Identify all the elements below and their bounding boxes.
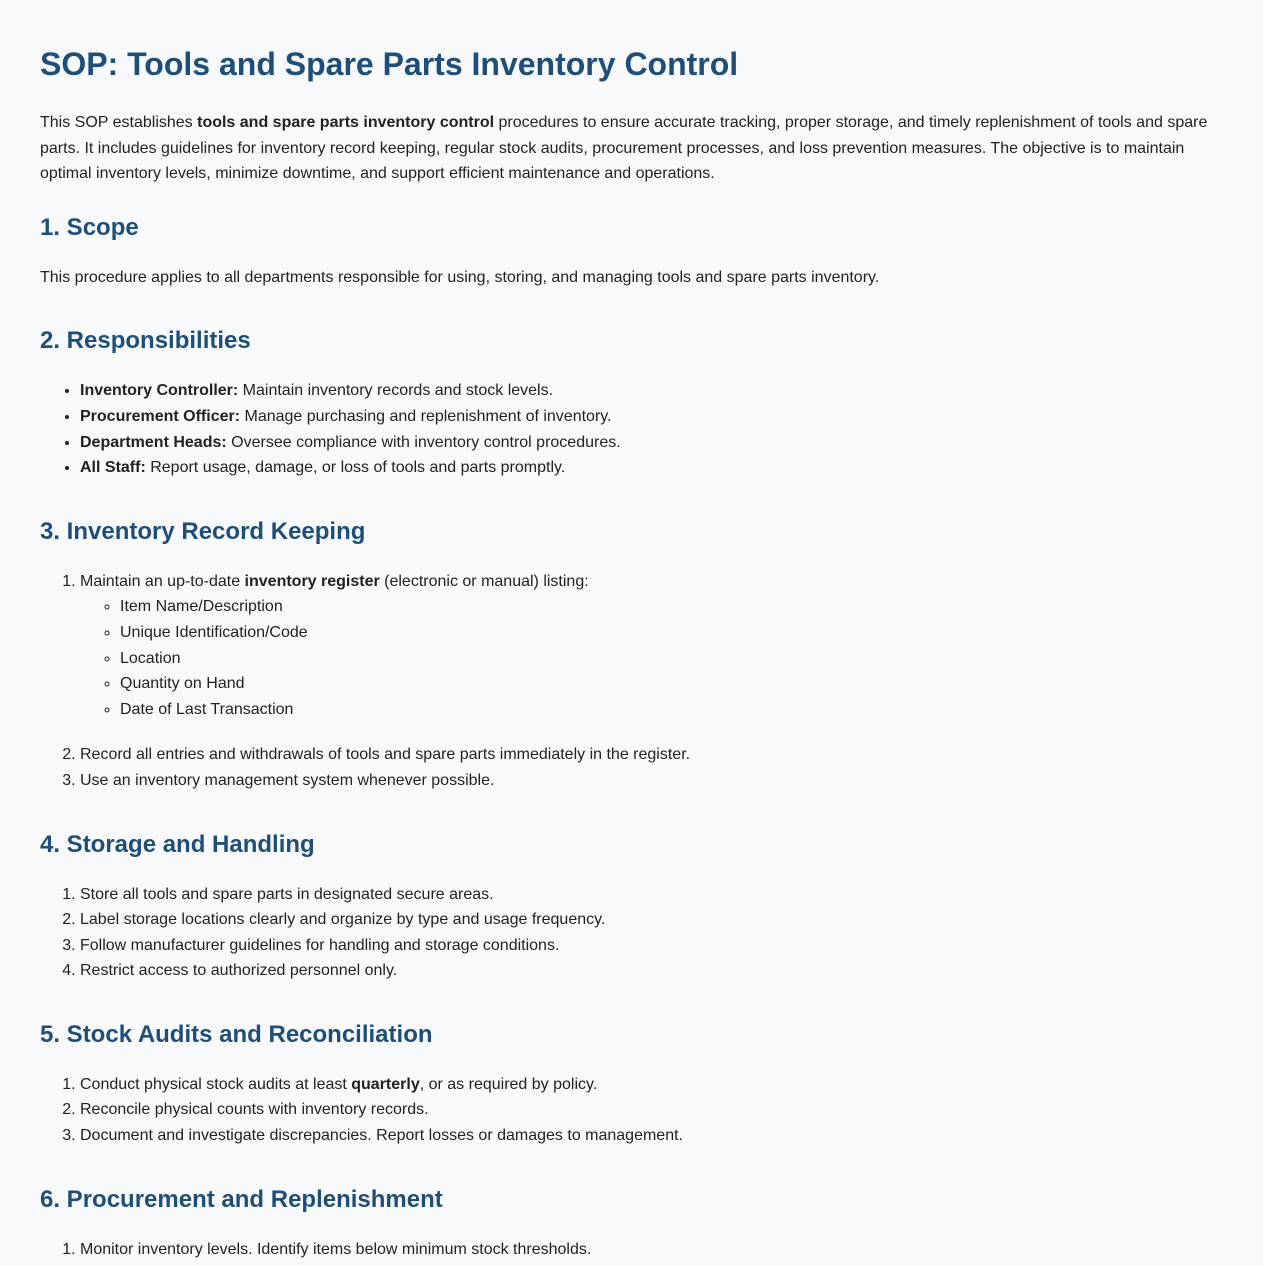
list-item: 4. Restrict access to authorized personnel only.: [80, 958, 1223, 984]
section-heading-audits: 5. Stock Audits and Reconciliation: [40, 1020, 433, 1048]
section-storage: [40, 830, 1223, 984]
section-heading-responsibilities: 2. Responsibilities: [40, 327, 251, 355]
list-item: [80, 1072, 1223, 1098]
item-bold: quarterly: [351, 1075, 420, 1093]
role-label: Inventory Controller:: [80, 382, 239, 400]
role-text: Maintain inventory records and stock levels.: [238, 382, 554, 400]
section-responsibilities: [40, 326, 1223, 480]
responsibilities-list: [40, 378, 1223, 480]
section-audits: [40, 1020, 1223, 1149]
section-heading-storage: 4. Storage and Handling: [40, 830, 315, 858]
register-field: ◦ Item Name/Description: [120, 594, 1223, 620]
scope-text: This procedure applies to all departments responsible for using, storing, and managing tools and spare parts inventory.: [40, 268, 880, 286]
role-label: Procurement Officer:: [80, 407, 241, 425]
item-bold: inventory register: [244, 572, 380, 590]
record-keeping-list: [40, 569, 1223, 794]
intro-bold: tools and spare parts inventory control: [197, 114, 495, 131]
procurement-list: [40, 1237, 1223, 1263]
register-field: ◦ Location: [120, 646, 1223, 672]
list-item: 3. Use an inventory management system whenever possible.: [80, 768, 1223, 794]
list-item: 3. Document and investigate discrepancies. Report losses or damages to management.: [80, 1123, 1223, 1149]
register-fields-list: [80, 594, 1223, 722]
intro-paragraph: [40, 110, 1223, 187]
section-heading-scope: 1. Scope: [40, 213, 139, 241]
role-text: Oversee compliance with inventory control procedures.: [226, 433, 621, 451]
item-text: , or as required by policy.: [419, 1075, 598, 1093]
storage-list: [40, 882, 1223, 984]
list-item: 2. Label storage locations clearly and organize by type and usage frequency.: [80, 907, 1223, 933]
audits-list: [40, 1072, 1223, 1149]
section-record-keeping: [40, 517, 1223, 794]
register-field: ◦ Unique Identification/Code: [120, 620, 1223, 646]
list-item: [80, 455, 1223, 481]
list-item: 3. Follow manufacturer guidelines for handling and storage conditions.: [80, 933, 1223, 959]
list-item: 1. Monitor inventory levels. Identify items below minimum stock thresholds.: [80, 1237, 1223, 1263]
item-text: Conduct physical stock audits at least: [80, 1075, 352, 1093]
item-text: (electronic or manual) listing:: [379, 572, 589, 590]
list-item: [80, 569, 1223, 723]
section-procurement: [40, 1185, 1223, 1263]
role-label: Department Heads:: [80, 433, 227, 451]
section-scope: [40, 213, 1223, 291]
role-text: Report usage, damage, or loss of tools and parts promptly.: [145, 459, 566, 477]
list-item: [80, 404, 1223, 430]
intro-text-1: This SOP establishes: [40, 114, 198, 131]
list-item: 1. Store all tools and spare parts in designated secure areas.: [80, 882, 1223, 908]
section-heading-record-keeping: 3. Inventory Record Keeping: [40, 517, 366, 545]
register-field: ◦ Date of Last Transaction: [120, 697, 1223, 723]
intro-text-2: procedures to ensure accurate tracking, proper storage, and timely replenishment of tools and spare parts. It includes guidelines for inventory record keeping, regular stock audits, procurement processes, and loss prevention measures. The objective is to maintain optimal inventory levels, minimize downtime, and support efficient maintenance and operations.: [40, 114, 1208, 183]
list-item: 2. Record all entries and withdrawals of tools and spare parts immediately in the register.: [80, 742, 1223, 768]
role-text: Manage purchasing and replenishment of inventory.: [240, 407, 612, 425]
list-item: [80, 378, 1223, 404]
item-text: Maintain an up-to-date: [80, 572, 245, 590]
role-label: All Staff:: [80, 459, 146, 477]
register-field: ◦ Quantity on Hand: [120, 671, 1223, 697]
list-item: 2. Reconcile physical counts with inventory records.: [80, 1097, 1223, 1123]
section-heading-procurement: 6. Procurement and Replenishment: [40, 1185, 443, 1213]
list-item: [80, 430, 1223, 456]
page-title: SOP: Tools and Spare Parts Inventory Control: [40, 46, 739, 82]
